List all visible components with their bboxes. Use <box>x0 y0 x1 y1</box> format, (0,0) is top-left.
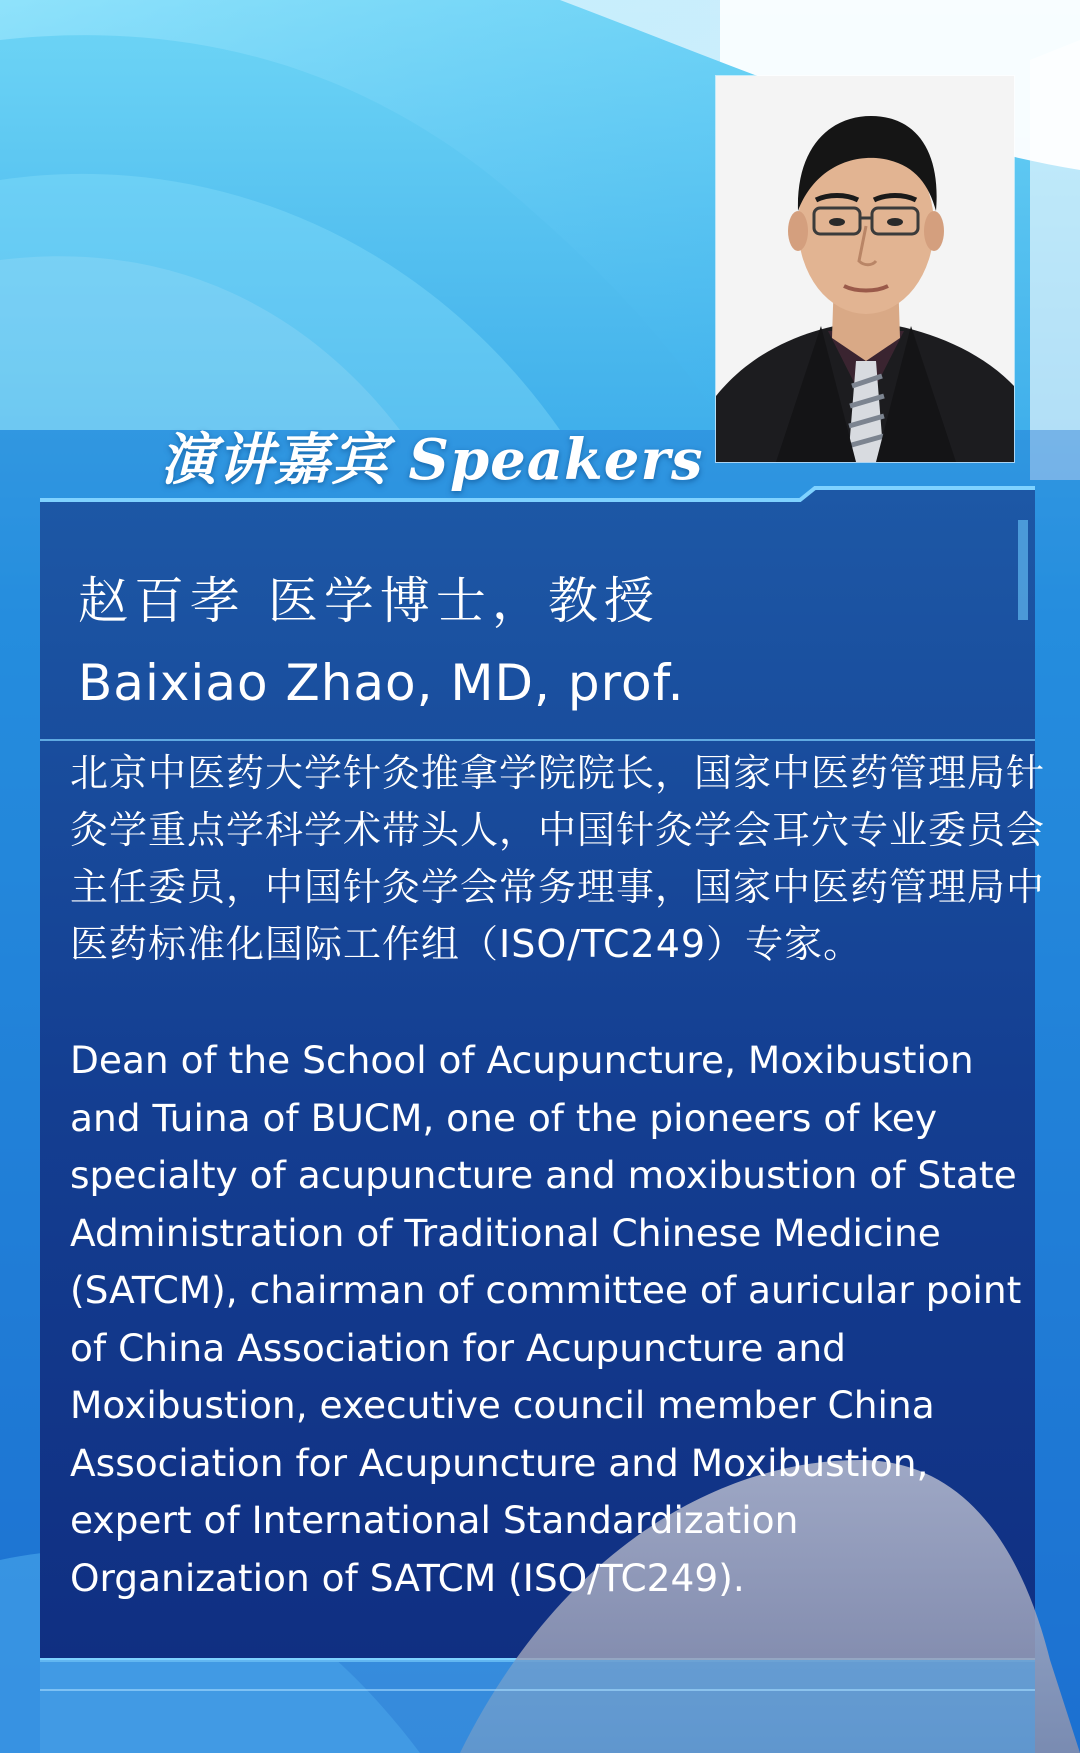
speaker-name-english: Baixiao Zhao, MD, prof. <box>78 654 685 712</box>
page-title: 演讲嘉宾 Speakers <box>160 427 704 493</box>
speaker-photo <box>716 76 1014 462</box>
speaker-portrait-icon <box>716 76 1014 462</box>
speaker-bio-chinese: 北京中医药大学针灸推拿学院院长，国家中医药管理局针灸学重点学科学术带头人，中国针灸学会耳穴专业委员会主任委员，中国针灸学会常务理事，国家中医药管理局中医药标准化国际工作组（ISO/TC249）专家。 <box>70 751 1046 966</box>
speaker-name-chinese: 赵百孝 医学博士，教授 <box>78 572 660 630</box>
speaker-bio-english: Dean of the School of Acupuncture, Moxibustion and Tuina of BUCM, one of the pioneers of key specialty of acupuncture and moxibustion of State Administration of Traditional Chinese Medicine (SATCM), chairman of committee of auricular point of China Association for Acupuncture and Moxibustion, executive council member China Association for Acupuncture and Moxibustion, expert of International Standardization Organization of SATCM (ISO/TC249). <box>70 1038 1022 1600</box>
